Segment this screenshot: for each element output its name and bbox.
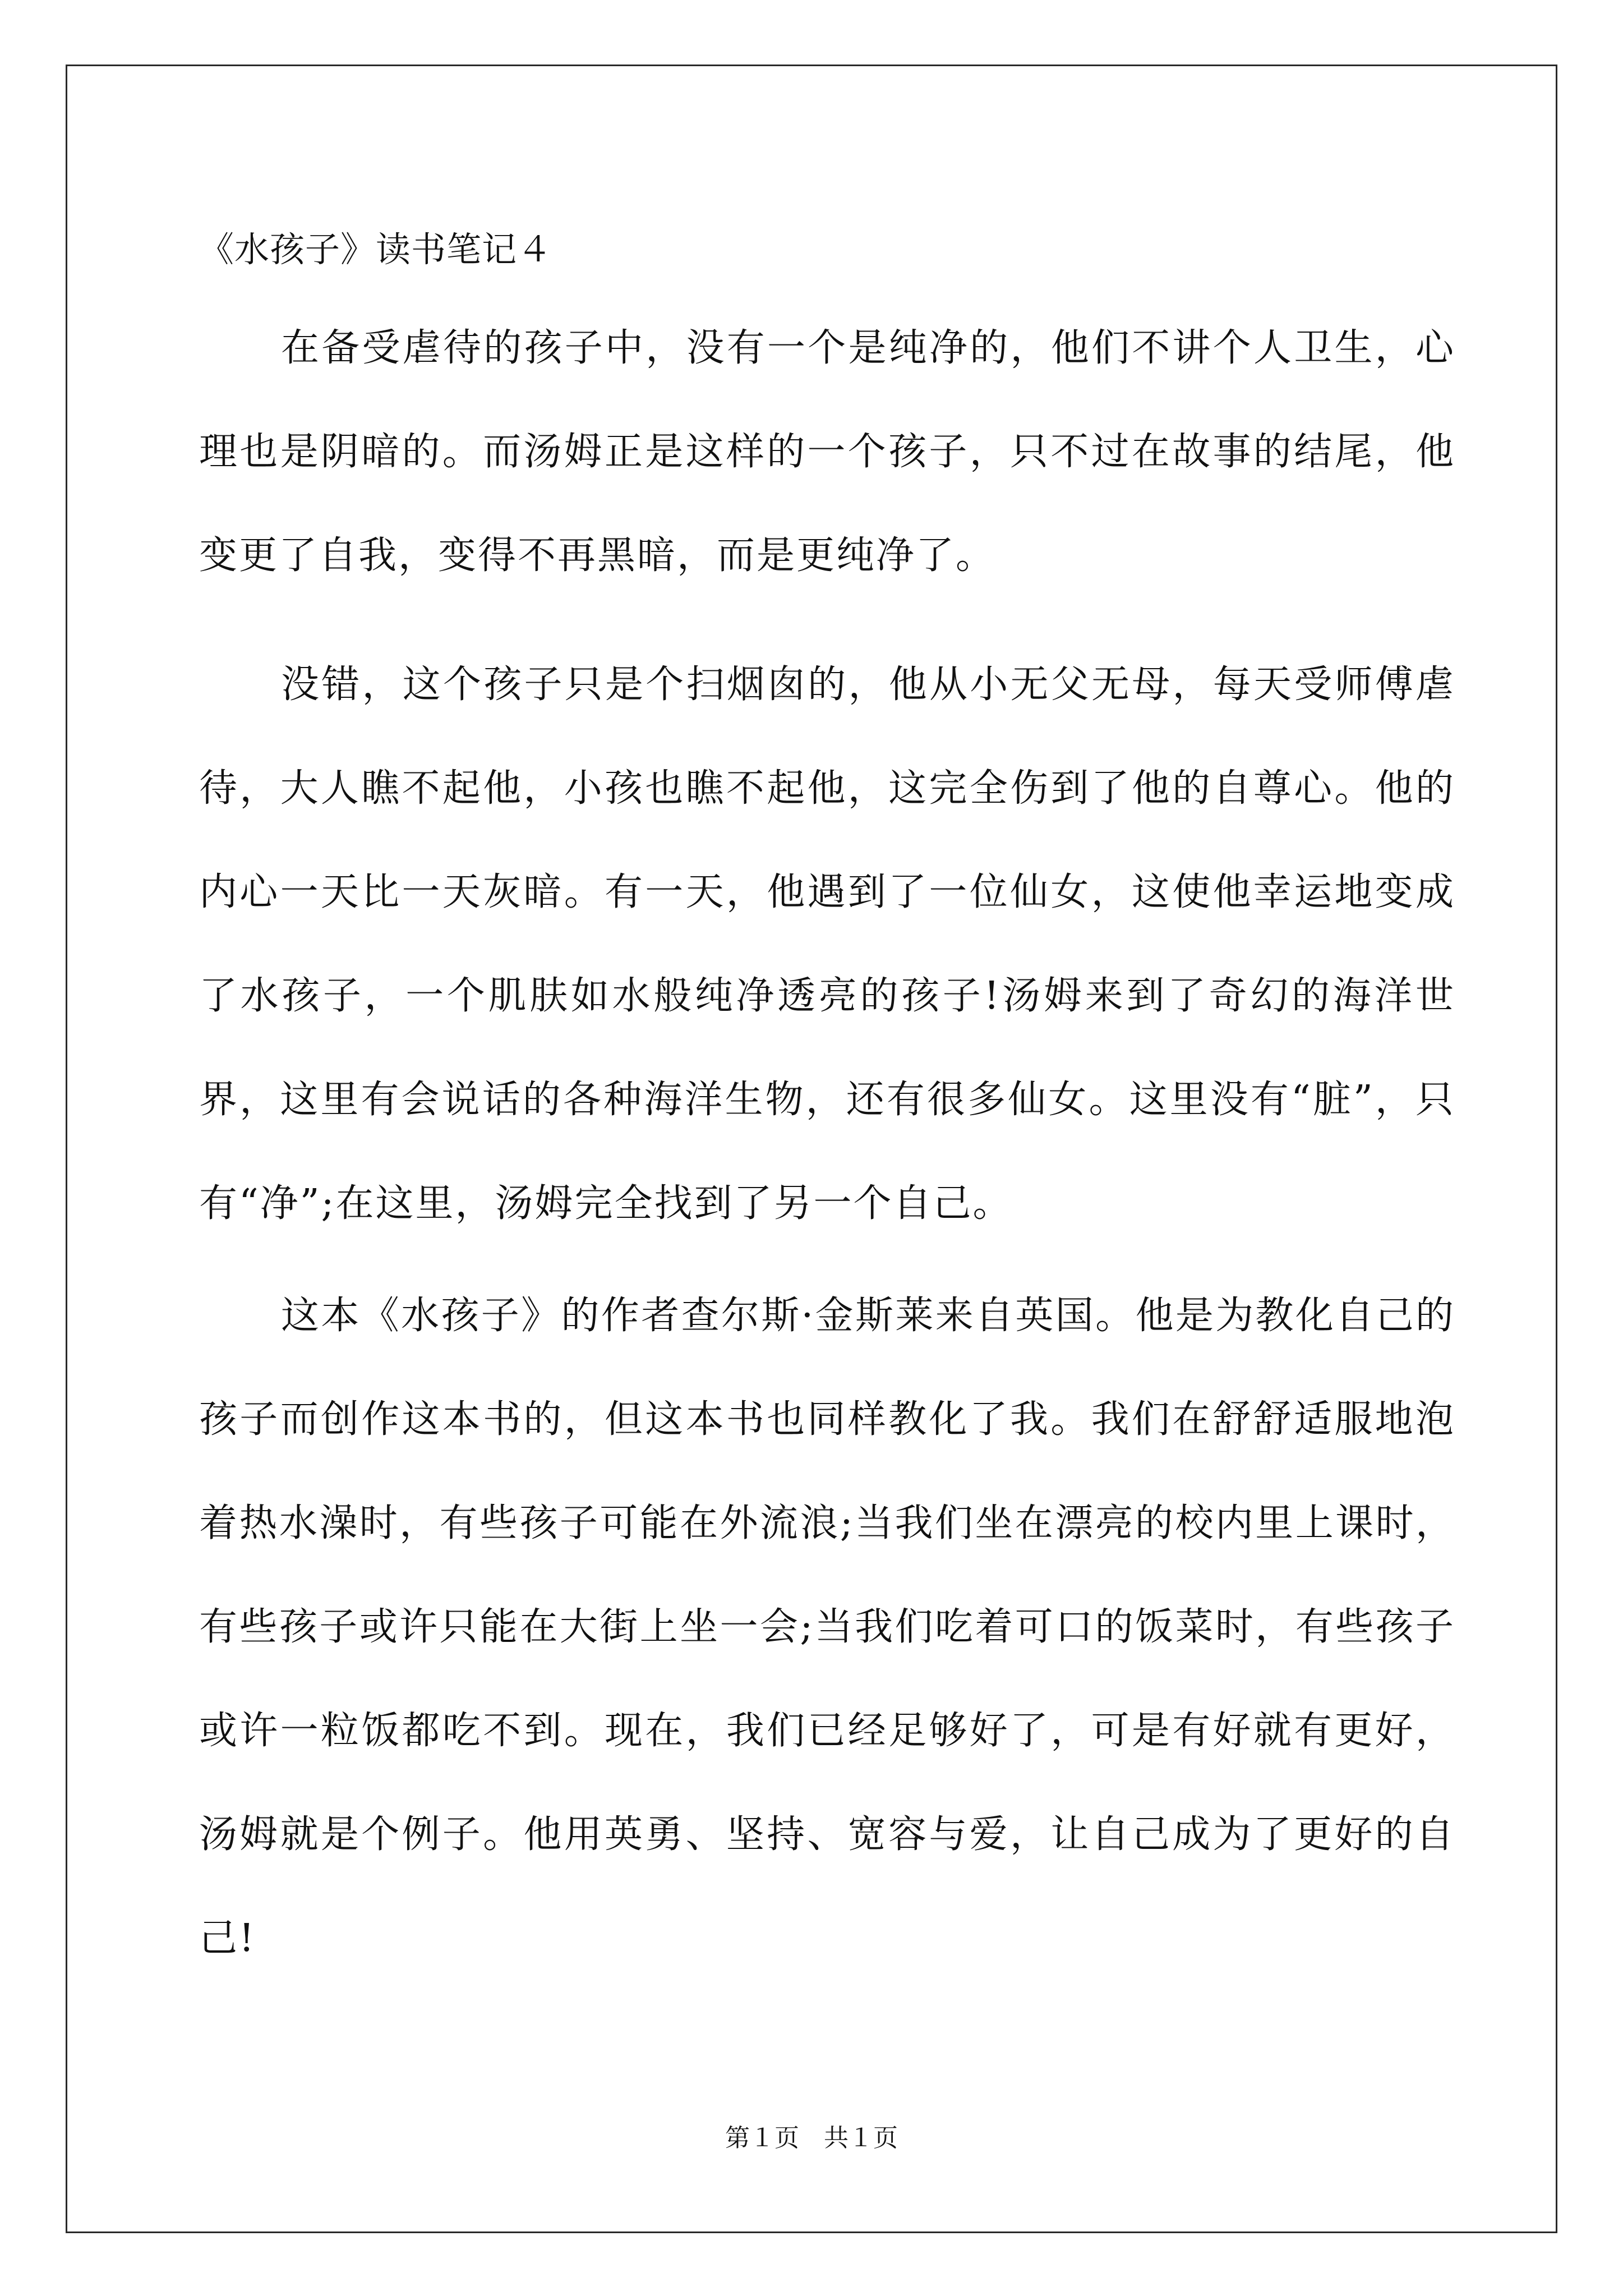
paragraph-1: 在备受虐待的孩子中，没有一个是纯净的，他们不讲个人卫生，心理也是阴暗的。而汤姆正是这样的一个孩子，只不过在故事的结尾，他变更了自我，变得不再黑暗，而是更纯净了。 xyxy=(199,326,1455,578)
document-title: 《水孩子》读书笔记４ xyxy=(199,229,553,270)
paragraph-2: 没错，这个孩子只是个扫烟囱的，他从小无父无母，每天受师傅虐待，大人瞧不起他，小孩也瞧不起他，这完全伤到了他的自尊心。他的内心一天比一天灰暗。有一天，他遇到了一位仙女，这使他幸运地变成了水孩子，一个肌肤如水般纯净透亮的孩子!汤姆来到了奇幻的海洋世界，这里有会说话的各种海洋生物，还有很多仙女。这里没有“脏”，只有“净”;在这里，汤姆完全找到了另一个自己。 xyxy=(199,662,1455,1226)
paragraph-3: 这本《水孩子》的作者查尔斯·金斯莱来自英国。他是为教化自己的孩子而创作这本书的，但这本书也同样教化了我。我们在舒舒适服地泡着热水澡时，有些孩子可能在外流浪;当我们坐在漂亮的校内里上课时，有些孩子或许只能在大街上坐一会;当我们吃着可口的饭菜时，有些孩子或许一粒饭都吃不到。现在，我们已经足够好了，可是有好就有更好，汤姆就是个例子。他用英勇、坚持、宽容与爱，让自己成为了更好的自己! xyxy=(199,1294,1455,1961)
page-footer: 第１页 共１页 xyxy=(725,2124,898,2152)
